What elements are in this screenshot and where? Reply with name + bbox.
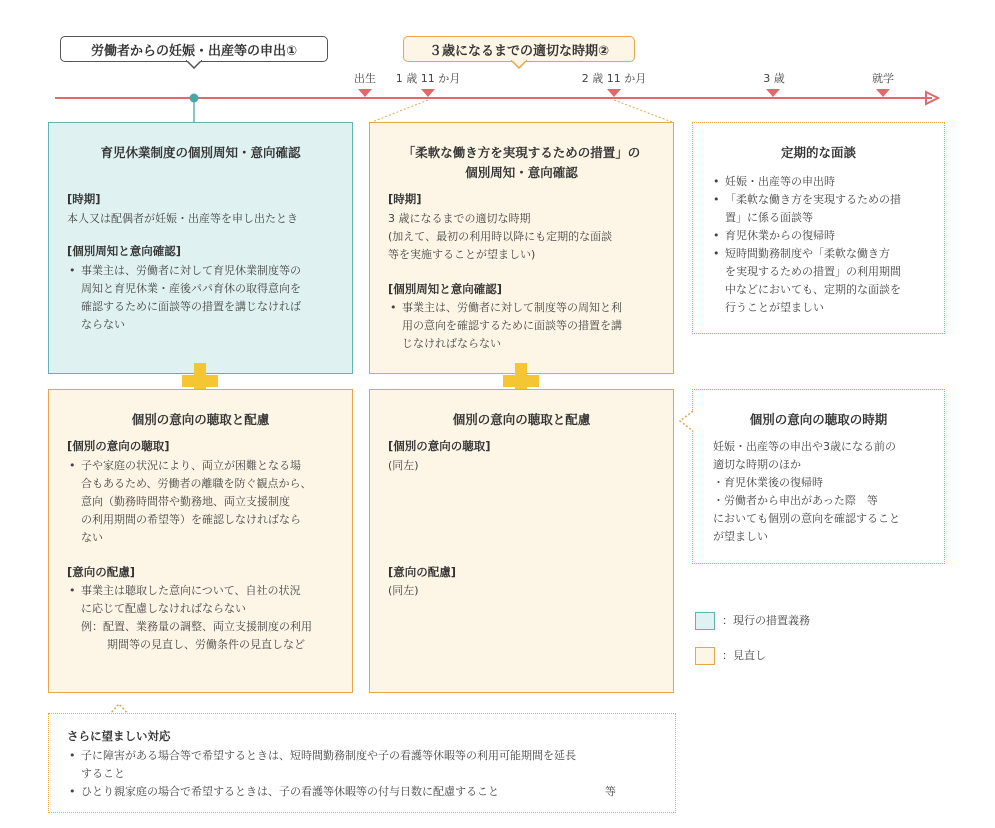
- line: • 「柔軟な働き方を実現するための措: [725, 193, 901, 206]
- line: 妊娠・出産等の申出や3歳になる前の: [713, 440, 896, 453]
- line: に応じて配慮しなければならない: [81, 602, 246, 615]
- box-individual-intent-left: [48, 389, 353, 693]
- line: (加えて、最初の利用時以降にも定期的な面談: [388, 230, 613, 243]
- bottom-title: さらに望ましい対応: [67, 729, 171, 743]
- box2-title-2: 個別周知・意向確認: [465, 165, 578, 180]
- line: じなければならない: [402, 337, 501, 350]
- box4-example-2: 期間等の見直し、労働条件の見直しなど: [107, 638, 305, 651]
- box3-item: [725, 191, 901, 227]
- box4-hear-bullet: [81, 457, 312, 547]
- line: ない: [81, 531, 103, 544]
- box6-title: 個別の意向の聴取の時期: [749, 412, 888, 427]
- box2-notice-head: [個別周知と意向確認]: [388, 282, 503, 296]
- box2-when-head: [時期]: [388, 192, 422, 206]
- line: • 子に障害がある場合等で希望するときは、短時間勤務制度や子の看護等休暇等の利用可能期間を延長: [81, 749, 576, 762]
- box1-when-text: 本人又は配偶者が妊娠・出産等を申し出たとき: [67, 212, 298, 225]
- line: • 短時間勤務制度や「柔軟な働き方: [725, 247, 890, 260]
- box5-care-head: [意向の配慮]: [388, 565, 457, 579]
- box1-title: 育児休業制度の個別周知・意向確認: [100, 145, 301, 160]
- bottom-etc: 等: [605, 785, 616, 798]
- box4-example-1: 例：配置、業務量の調整、両立支援制度の利用: [81, 620, 312, 633]
- box3-item: [725, 173, 835, 191]
- box-flexible-work-notice: [369, 122, 674, 374]
- box3-item: [725, 245, 901, 317]
- line: 行うことが望ましい: [725, 301, 824, 314]
- line: 周知と育児休業・産後パパ育休の取得意向を: [81, 282, 301, 295]
- box2-when-text: [388, 210, 612, 264]
- tick-3y: 3 歳: [763, 72, 785, 85]
- line: ・育児休業後の復帰時: [713, 476, 823, 489]
- line: • 事業主は、労働者に対して育児休業制度等の: [81, 264, 301, 277]
- legend-current-label: ：現行の措置義務: [722, 614, 810, 627]
- line: 中などにおいても、定期的な面談を: [725, 283, 901, 296]
- box3-item: [725, 227, 835, 245]
- box1-when-head: [時期]: [67, 192, 101, 206]
- line: • 育児休業からの復帰時: [725, 229, 835, 242]
- line: • 事業主は、労働者に対して制度等の周知と利: [402, 301, 622, 314]
- legend-revised-label: ：見直し: [722, 649, 766, 662]
- box4-care-head: [意向の配慮]: [67, 565, 136, 579]
- line: • 子や家庭の状況により、両立が困難となる場: [81, 459, 301, 472]
- line: を実現するための措置」の利用期間: [725, 265, 901, 278]
- line: 置」に係る面談等: [725, 211, 813, 224]
- line: 意向（勤務時間帯や勤務地、両立支援制度: [81, 495, 290, 508]
- line: の利用期間の希望等）を確認しなければなら: [81, 513, 301, 526]
- box1-notice-bullet: [81, 262, 301, 334]
- box6-text: [713, 438, 900, 546]
- box5-title: 個別の意向の聴取と配慮: [452, 412, 591, 427]
- tick-school: 就学: [872, 72, 894, 85]
- line: 合もあるため、労働者の離職を防ぐ観点から、: [81, 477, 312, 490]
- box5-hear-head: [個別の意向の聴取]: [388, 439, 491, 453]
- box-periodic-interview: [692, 122, 945, 334]
- line: すること: [81, 767, 125, 780]
- line: 用の意向を確認するために面談等の措置を講: [402, 319, 622, 332]
- tick-1y11m: 1 歳 11 か月: [395, 72, 461, 85]
- box4-hear-head: [個別の意向の聴取]: [67, 439, 170, 453]
- tick-birth: 出生: [354, 72, 376, 85]
- legend-swatch-current: [695, 612, 715, 630]
- box-intent-hearing-timing: [692, 389, 945, 564]
- box-individual-intent-right: [369, 389, 674, 693]
- appropriate-period-label: ３歳になるまでの適切な時期②: [428, 43, 609, 59]
- box-childcare-leave-notice: [48, 122, 353, 374]
- box2-title-1: 「柔軟な働き方を実現するための措置」の: [402, 145, 641, 160]
- line: が望ましい: [713, 530, 768, 543]
- legend-swatch-revised: [695, 647, 715, 665]
- bottom-item: [81, 783, 499, 801]
- line: 適切な時期のほか: [713, 458, 801, 471]
- box3-title: 定期的な面談: [780, 145, 856, 160]
- line: ひとり親家庭の場合で希望するときは、子の看護等休暇等の付与日数に配慮すること: [81, 785, 499, 798]
- box6-pointer: [679, 410, 694, 432]
- box4-title: 個別の意向の聴取と配慮: [131, 412, 270, 427]
- line: 等を実施することが望ましい): [388, 248, 536, 261]
- box2-notice-bullet: [402, 299, 622, 353]
- timeline: [0, 0, 995, 130]
- line: 確認するために面談等の措置を講じなければ: [81, 300, 301, 313]
- box-further-desirable: [48, 713, 676, 813]
- box5-hear-same: (同左): [388, 459, 419, 472]
- line: • 妊娠・出産等の申出時: [725, 175, 835, 188]
- tick-2y11m: 2 歳 11 か月: [581, 72, 647, 85]
- line: • 事業主は聴取した意向について、自社の状況: [81, 584, 301, 597]
- line: ・労働者から申出があった際 等: [713, 494, 878, 507]
- line: においても個別の意向を確認すること: [713, 512, 900, 525]
- bottom-item: [81, 747, 576, 783]
- line: ならない: [81, 318, 125, 331]
- line: 3 歳になるまでの適切な時期: [388, 212, 531, 225]
- box1-notice-head: [個別周知と意向確認]: [67, 244, 182, 258]
- worker-notice-label: 労働者からの妊娠・出産等の申出①: [90, 43, 297, 59]
- box4-care-bullet: [81, 582, 301, 618]
- box5-care-same: (同左): [388, 584, 419, 597]
